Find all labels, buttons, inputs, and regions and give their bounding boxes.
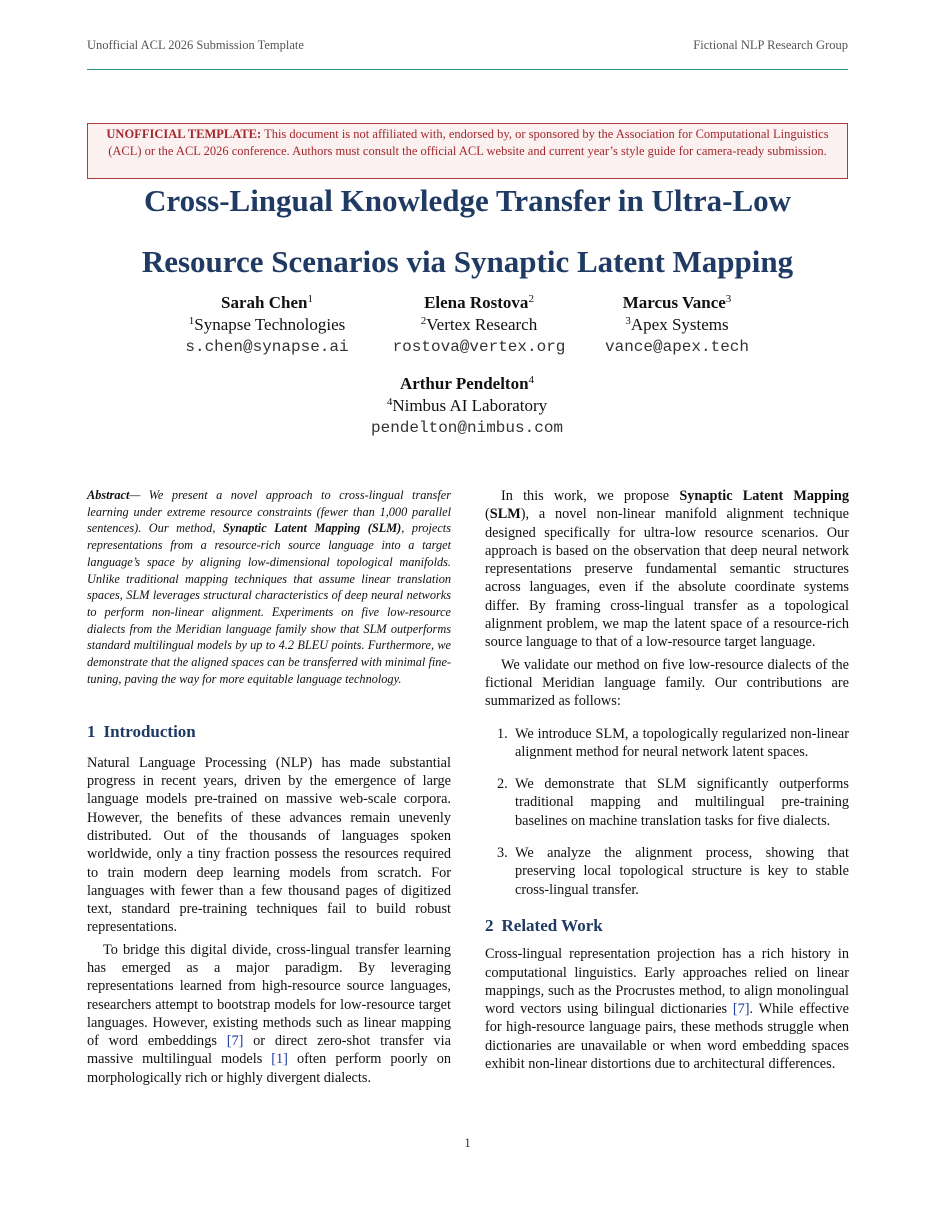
author-sup: 4 bbox=[528, 374, 535, 386]
section-title: Related Work bbox=[501, 915, 603, 935]
section-heading-related-work bbox=[485, 917, 849, 935]
right-p1-text-b: ( bbox=[485, 506, 490, 523]
author-sup: 2 bbox=[528, 293, 534, 305]
contribution-number: 2. bbox=[497, 776, 508, 793]
author-name: Elena Rostova bbox=[424, 293, 529, 312]
section-number: 2 bbox=[485, 915, 494, 935]
title-line-2: Resource Scenarios via Synaptic Latent Mapping bbox=[141, 244, 794, 279]
paper-title bbox=[87, 170, 848, 292]
author-affiliation: Vertex Research bbox=[426, 315, 538, 334]
method-name-bold: Synaptic Latent Mapping bbox=[679, 488, 849, 504]
author-block-2 bbox=[369, 292, 589, 358]
abstract-method-name: Synaptic Latent Mapping (SLM) bbox=[222, 521, 402, 536]
affil-sup: 1 bbox=[188, 315, 195, 327]
right-p1-text-a: In this work, we propose bbox=[501, 488, 680, 504]
author-email[interactable]: vance@apex.tech bbox=[604, 338, 750, 356]
intro-p2-text-a: To bridge this digital divide, cross-lingual transfer learning has emerged as a major paradigm. By leveraging representations learned from high-resource source languages, researchers attempt to bootstrap models for low-resource target languages. However, existing methods such as linear mapping of word embeddings bbox=[87, 941, 451, 1050]
right-p1-text-c: ), a novel non-linear manifold alignment technique designed specifically for ultra-low resource scenarios. Our approach is based on the observation that deep neural network representations preserve fundamental semantic structures across languages, even if the absolute coordinate systems differ. By framing cross-lingual transfer as a topological alignment problem, we map the latent space of a resource-rich source language to that of a low-resource target language. bbox=[485, 506, 849, 651]
intro-p2-text-c: often perform poorly on morphologically rich or highly divergent dialects. bbox=[87, 1051, 451, 1086]
contribution-number: 1. bbox=[497, 725, 508, 742]
author-sup: 3 bbox=[725, 293, 732, 305]
author-name: Sarah Chen bbox=[221, 293, 308, 312]
left-column bbox=[87, 487, 451, 1087]
section-heading-introduction bbox=[87, 723, 451, 741]
notice-label: UNOFFICIAL TEMPLATE: bbox=[106, 127, 262, 141]
notice-text: This document is not affiliated with, endorsed by, or sponsored by the Association for Computational Linguistics (ACL) or the ACL 2026 conference. Authors must consult the official ACL website and current year’s style guide for camera-ready submission. bbox=[108, 127, 829, 158]
header-rule bbox=[87, 69, 848, 70]
abstract-text-1: — We present a novel approach to cross-lingual transfer learning under extreme resource constraints (fewer than 1,000 parallel sentences). Our method, bbox=[87, 488, 451, 536]
intro-paragraph-1: Natural Language Processing (NLP) has made substantial progress in recent years, driven by the emergence of large language models pre-trained on massive web-scale corpora. However, the benefits of these advances remain unevenly distributed. Out of the thousands of languages spoken worldwide, only a tiny fraction possess the resources required to train modern deep learning models from scratch. For languages with fewer than a few thousand pages of digitized text, standard pre-training techniques fail to build robust representations. bbox=[87, 754, 451, 936]
abstract-lead: Abstract bbox=[87, 488, 130, 502]
author-email[interactable]: pendelton@nimbus.com bbox=[370, 419, 564, 437]
page-number: 1 bbox=[464, 1135, 471, 1150]
right-column bbox=[485, 487, 849, 1073]
section-number: 1 bbox=[87, 722, 96, 742]
intro-paragraph-2 bbox=[87, 941, 451, 1087]
method-abbr-bold: SLM bbox=[489, 506, 521, 523]
citation-link[interactable]: [7] bbox=[732, 1001, 750, 1018]
running-header-left: Unofficial ACL 2026 Submission Template bbox=[87, 38, 304, 52]
right-paragraph-2: We validate our method on five low-resource dialects of the fictional Meridian language family. Our contributions are summarized as follows: bbox=[485, 656, 849, 710]
citation-link[interactable]: [1] bbox=[271, 1051, 288, 1068]
author-sup: 1 bbox=[307, 293, 313, 305]
contribution-number: 3. bbox=[497, 845, 508, 862]
citation-link[interactable]: [7] bbox=[226, 1033, 244, 1050]
author-email[interactable]: s.chen@synapse.ai bbox=[185, 338, 349, 356]
contribution-item bbox=[485, 725, 849, 762]
affil-sup: 3 bbox=[625, 315, 631, 327]
intro-p2-text-b: or direct zero-shot transfer via massive multilingual models bbox=[87, 1033, 451, 1068]
author-block-3 bbox=[567, 292, 787, 358]
contribution-item bbox=[485, 775, 849, 830]
section-title: Introduction bbox=[103, 722, 196, 742]
title-line-1: Cross-Lingual Knowledge Transfer in Ultra-Low bbox=[143, 183, 792, 218]
contribution-text: We demonstrate that SLM significantly outperforms traditional mapping and multilingual pre-training baselines on machine translation tasks for five dialects. bbox=[515, 776, 849, 829]
running-header-right: Fictional NLP Research Group bbox=[693, 38, 848, 52]
abstract bbox=[87, 487, 451, 687]
author-name: Arthur Pendelton bbox=[399, 374, 529, 393]
author-email[interactable]: rostova@vertex.org bbox=[392, 338, 566, 356]
contributions-list bbox=[485, 725, 849, 899]
related-p1-text-a: Cross-lingual representation projection has a rich history in computational linguistics. Early approaches relied on linear mappings, such as the Procrustes method, to align monolingual word vectors using bilingual dictionaries bbox=[485, 946, 849, 1018]
contribution-text: We analyze the alignment process, showing that preserving local topological structure is key to stable cross-lingual transfer. bbox=[515, 845, 849, 898]
author-name: Marcus Vance bbox=[622, 293, 726, 312]
related-paragraph-1 bbox=[485, 945, 849, 1073]
author-affiliation: Synapse Technologies bbox=[194, 315, 346, 334]
contribution-text: We introduce SLM, a topologically regularized non-linear alignment method for neural network latent spaces. bbox=[515, 725, 849, 760]
author-affiliation: Nimbus AI Laboratory bbox=[392, 396, 548, 415]
right-paragraph-1 bbox=[485, 487, 849, 652]
affil-sup: 4 bbox=[386, 396, 393, 408]
affil-sup: 2 bbox=[420, 315, 427, 327]
author-affiliation: Apex Systems bbox=[630, 315, 729, 334]
author-block-1 bbox=[157, 292, 377, 358]
related-p1-text-b: . While effective for high-resource language pairs, these methods struggle when dictionaries are unavailable or when word embedding spaces exhibit non-linear distortions due to architectural differences. bbox=[485, 1001, 849, 1073]
abstract-text-2: , projects representations from a resource-rich source language into a target language’s space by aligning low-dimensional topological manifolds. Unlike traditional mapping techniques that assume linear translation spaces, SLM leverages structural characteristics of deep neural networks to perform non-linear alignment. Experiments on five low-resource dialects from the Meridian language family show that SLM outperforms standard multilingual models by up to 4.2 BLEU points. Furthermore, we demonstrate that the aligned spaces can be transferred with minimal fine-tuning, paving the way for more equitable language technology. bbox=[87, 521, 451, 686]
contribution-item bbox=[485, 844, 849, 899]
author-block-4 bbox=[357, 373, 577, 439]
